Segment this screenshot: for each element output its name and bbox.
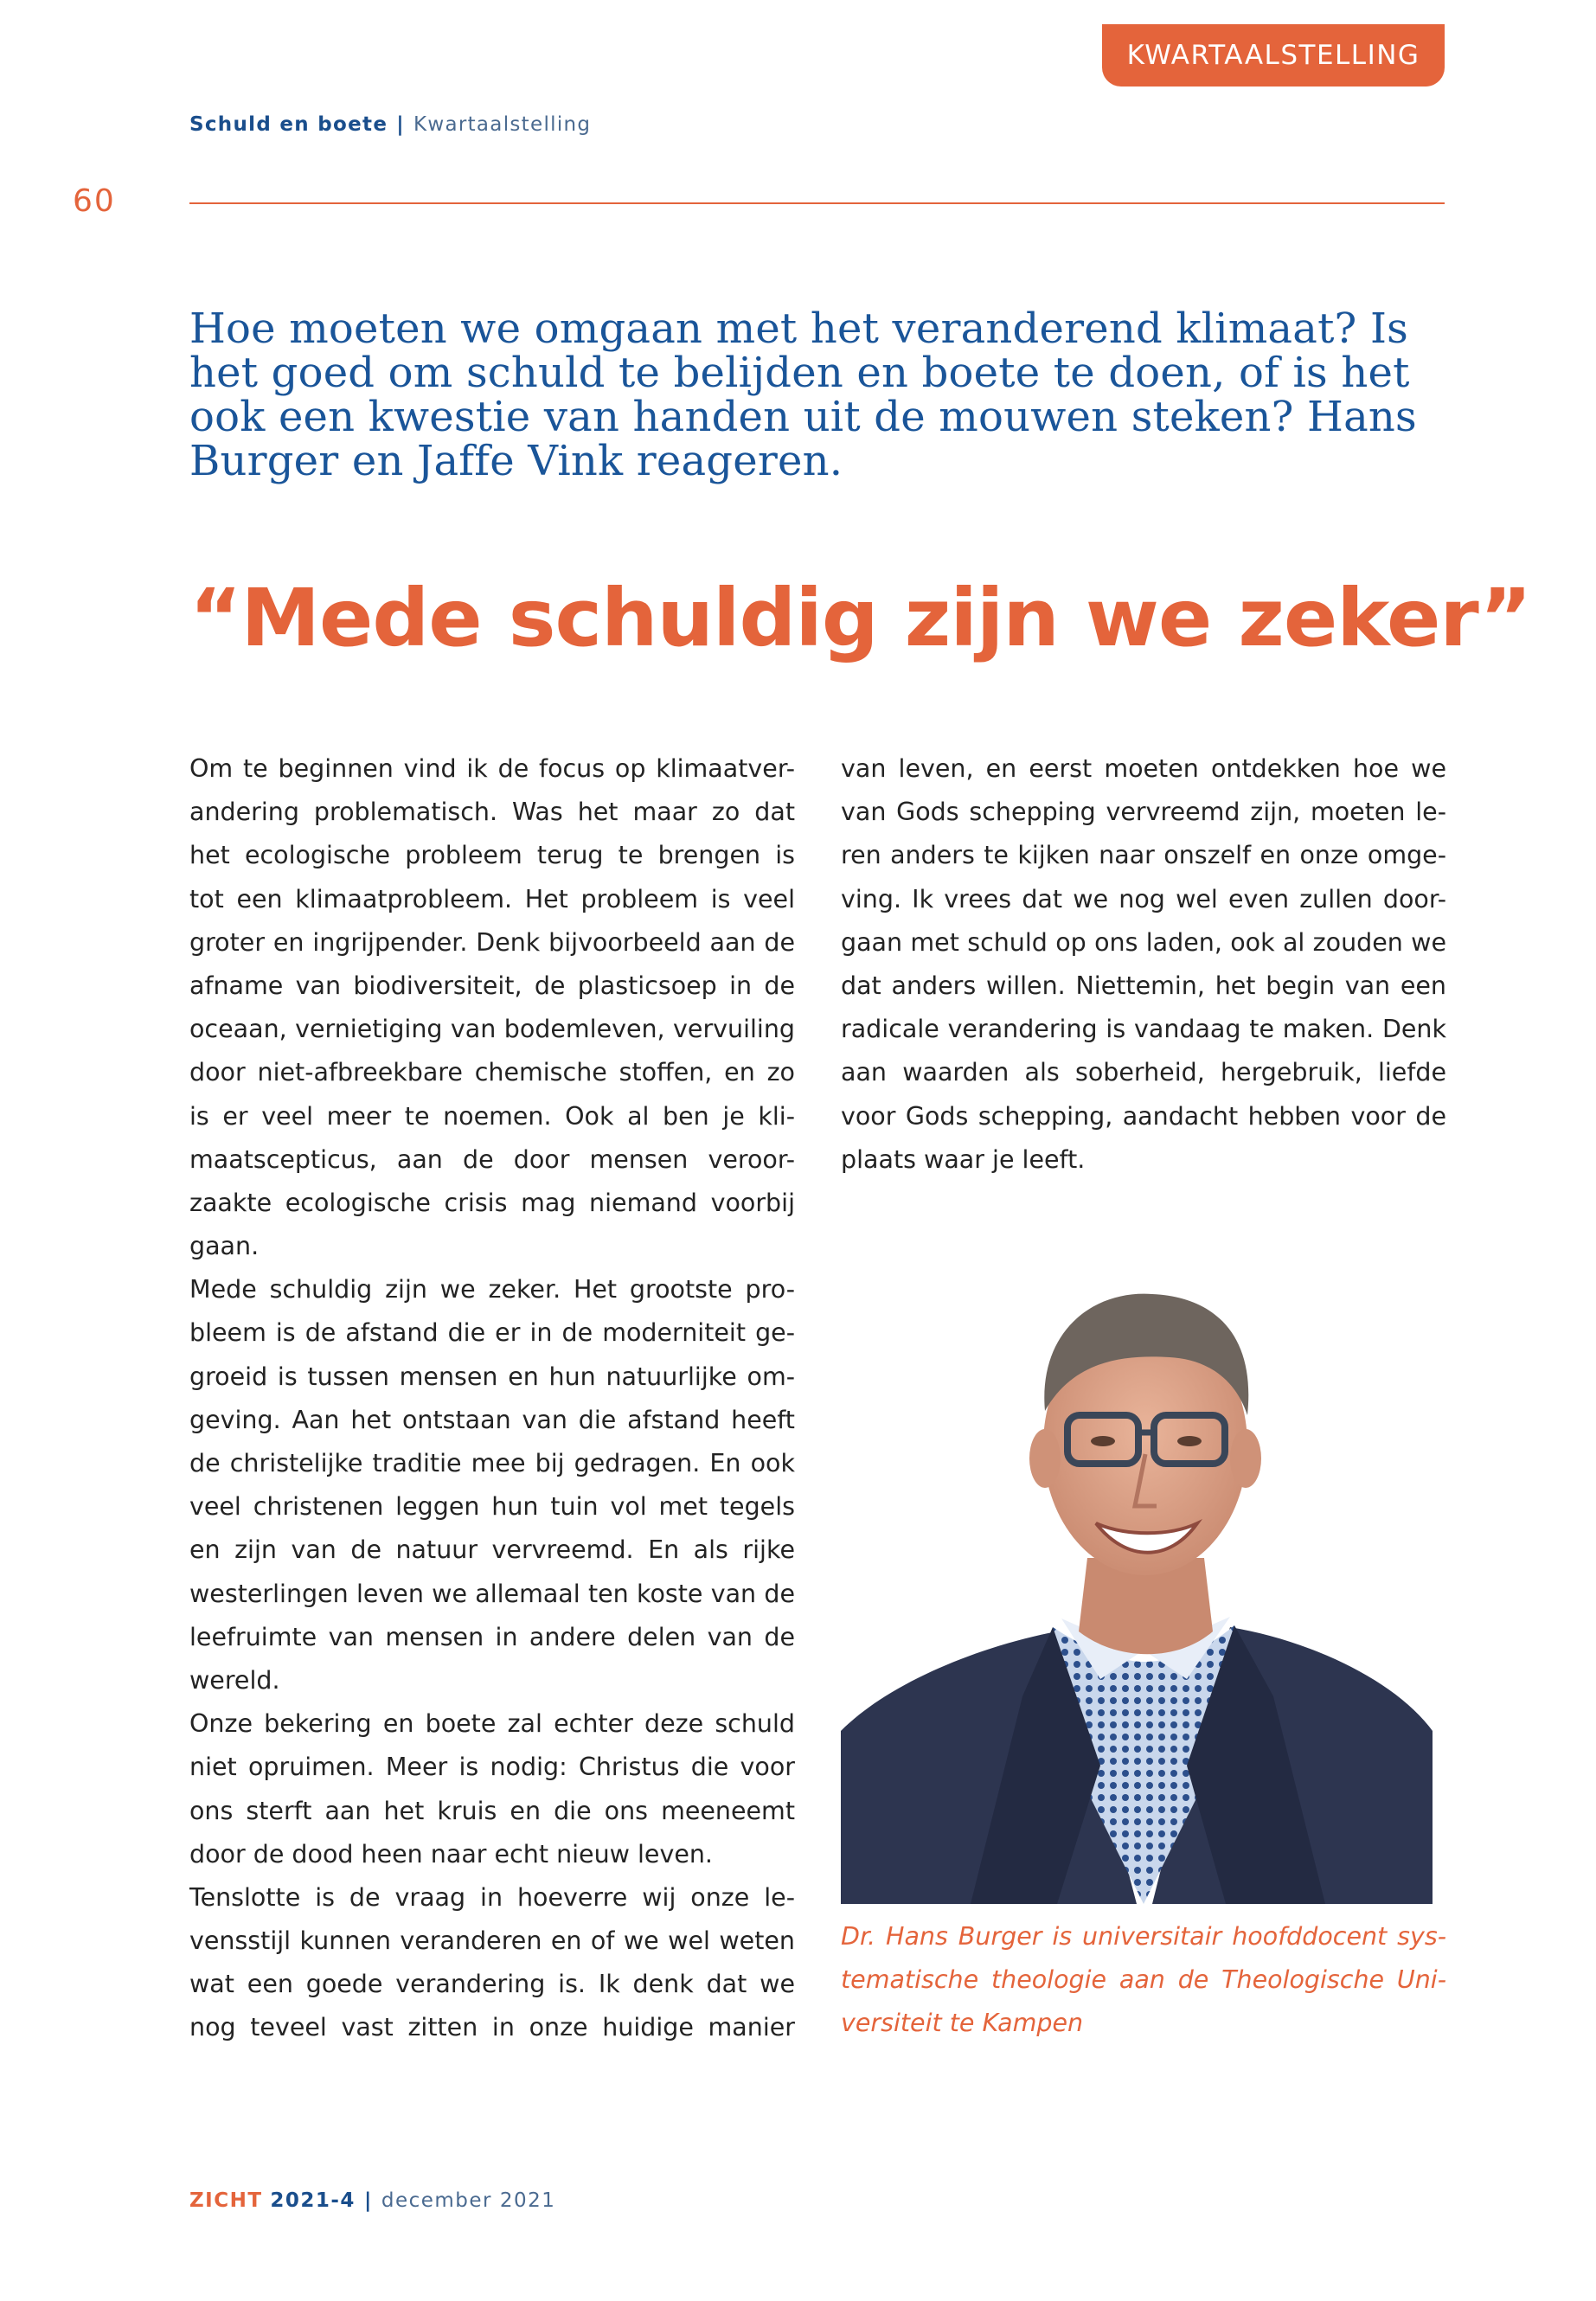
body-line: leefruimte van mensen in andere delen van de bbox=[189, 1622, 795, 1651]
body-line: gaan. bbox=[189, 1232, 260, 1261]
body-line: voor Gods schepping, aandacht hebben voor de bbox=[841, 1101, 1446, 1131]
body-line: Onze bekering en boete zal echter deze schuld bbox=[189, 1709, 795, 1739]
running-head-subsection: Kwartaalstelling bbox=[413, 113, 592, 136]
body-line: geving. Aan het ontstaan van die afstand heeft bbox=[189, 1405, 795, 1434]
body-line: afname van biodiversiteit, de plasticsoep in de bbox=[189, 971, 795, 1000]
intro-line: Hoe moeten we omgaan met het veranderend klimaat? Is bbox=[189, 304, 1408, 353]
body-line: de christelijke traditie mee bij gedragen. En ook bbox=[189, 1449, 795, 1477]
body-line: groter en ingrijpender. Denk bijvoorbeeld aan de bbox=[189, 927, 795, 957]
body-line: groeid is tussen mensen en hun natuurlijke om- bbox=[189, 1362, 795, 1391]
body-line: bleem is de afstand die er in de moderniteit ge- bbox=[189, 1318, 795, 1348]
body-line: andering problematisch. Was het maar zo dat bbox=[189, 798, 795, 827]
body-line: ons sterft aan het kruis en die ons meeneemt bbox=[189, 1796, 795, 1825]
portrait-illustration bbox=[841, 1247, 1433, 1904]
running-head-separator: | bbox=[396, 113, 405, 136]
intro-line: ook een kwestie van handen uit de mouwen steken? Hans bbox=[189, 393, 1417, 441]
body-line: is er veel meer te noemen. Ook al ben je kli- bbox=[189, 1101, 795, 1131]
body-line: maatscepticus, aan de door mensen veroor- bbox=[189, 1144, 795, 1174]
author-portrait bbox=[841, 1247, 1433, 1904]
body-line: veel christenen leggen hun tuin vol met tegels bbox=[189, 1492, 795, 1522]
body-column-right bbox=[841, 747, 1446, 1182]
footer-issue: 2021-4 bbox=[270, 2189, 356, 2212]
headline: “Mede schuldig zijn we zeker” bbox=[189, 572, 1531, 664]
body-line: wat een goede verandering is. Ik denk dat we bbox=[189, 1970, 795, 1999]
body-line: door niet-afbreekbare chemische stoffen, en zo bbox=[189, 1058, 795, 1087]
body-line: door de dood heen naar echt nieuw leven. bbox=[189, 1839, 713, 1868]
body-line: nog teveel vast zitten in onze huidige manier bbox=[189, 2013, 795, 2042]
body-line: gaan met schuld op ons laden, ook al zouden we bbox=[841, 927, 1446, 957]
page-number: 60 bbox=[73, 183, 116, 219]
body-column-left bbox=[189, 747, 795, 2050]
body-line: het ecologische probleem terug te brengen is bbox=[189, 841, 795, 870]
footer-brand: ZICHT bbox=[189, 2189, 263, 2212]
body-line: tot een klimaatprobleem. Het probleem is veel bbox=[189, 884, 795, 913]
body-line: niet opruimen. Meer is nodig: Christus die voor bbox=[189, 1753, 795, 1782]
caption-line: versiteit te Kampen bbox=[841, 2009, 1084, 2038]
body-line: ving. Ik vrees dat we nog wel even zullen door- bbox=[841, 884, 1446, 913]
body-line: Tenslotte is de vraag in hoeverre wij onze le- bbox=[189, 1882, 795, 1912]
body-line: van Gods schepping vervreemd zijn, moeten le- bbox=[841, 798, 1446, 827]
body-line: wereld. bbox=[189, 1665, 280, 1695]
header-rule bbox=[189, 202, 1445, 204]
caption-line: Dr. Hans Burger is universitair hoofddocent sys- bbox=[841, 1922, 1446, 1951]
body-line: ren anders te kijken naar onszelf en onze omge- bbox=[841, 841, 1446, 870]
intro-line: het goed om schuld te belijden en boete te doen, of is het bbox=[189, 349, 1410, 397]
body-line: Om te beginnen vind ik de focus op klimaatver- bbox=[189, 754, 795, 783]
caption-line: tematische theologie aan de Theologische Uni- bbox=[841, 1965, 1446, 1995]
body-line: zaakte ecologische crisis mag niemand voorbij bbox=[189, 1188, 795, 1217]
body-line: Mede schuldig zijn we zeker. Het grootste pro- bbox=[189, 1275, 795, 1304]
body-line: aan waarden als soberheid, hergebruik, liefde bbox=[841, 1058, 1446, 1087]
photo-caption bbox=[841, 1915, 1446, 2046]
body-line: van leven, en eerst moeten ontdekken hoe we bbox=[841, 754, 1446, 783]
body-line: westerlingen leven we allemaal ten koste van de bbox=[189, 1579, 795, 1608]
body-line: en zijn van de natuur vervreemd. En als rijke bbox=[189, 1535, 795, 1565]
body-line: oceaan, vernietiging van bodemleven, vervuiling bbox=[189, 1015, 795, 1044]
body-line: radicale verandering is vandaag te maken. Denk bbox=[841, 1015, 1446, 1044]
body-line: dat anders willen. Niettemin, het begin van een bbox=[841, 971, 1446, 1000]
body-line: plaats waar je leeft. bbox=[841, 1144, 1086, 1174]
page-footer bbox=[189, 2189, 555, 2212]
intro-lead bbox=[189, 304, 1452, 485]
footer-separator: | bbox=[363, 2189, 373, 2212]
footer-date: december 2021 bbox=[381, 2189, 556, 2212]
running-head bbox=[189, 113, 591, 136]
intro-line: Burger en Jaffe Vink reageren. bbox=[189, 437, 843, 485]
running-head-section: Schuld en boete bbox=[189, 113, 388, 136]
section-tag: KWARTAALSTELLING bbox=[1102, 24, 1445, 87]
body-line: vensstijl kunnen veranderen en of we wel weten bbox=[189, 1926, 795, 1956]
